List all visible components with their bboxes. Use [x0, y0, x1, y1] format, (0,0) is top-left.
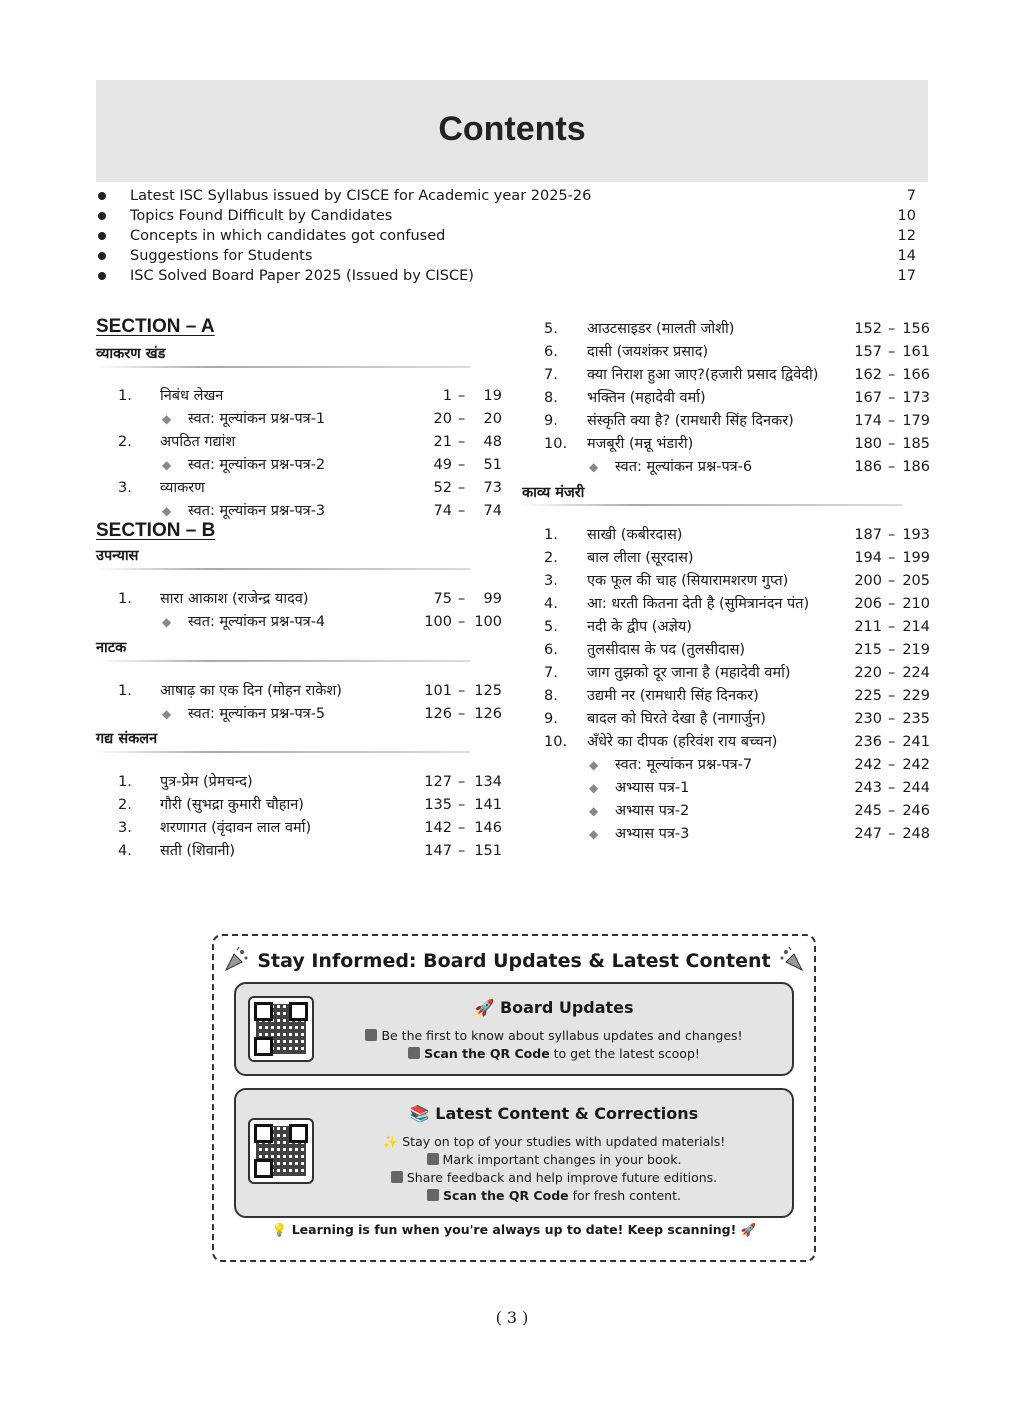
toc-entry: [544, 731, 930, 753]
diamond-icon: ◆: [589, 460, 599, 474]
page-to: 74: [483, 503, 502, 519]
toc-entry: [544, 524, 930, 546]
page-dash: –: [888, 619, 896, 635]
entry-number: 4.: [118, 843, 132, 859]
entry-number: 5.: [544, 619, 558, 635]
page-to: 156: [902, 321, 930, 337]
entry-title: निबंध लेखन: [160, 388, 224, 404]
page-dash: –: [458, 591, 466, 607]
page-dash: –: [888, 344, 896, 360]
page-from: 162: [854, 367, 882, 383]
page-from: 230: [854, 711, 882, 727]
entry-number: 3.: [118, 480, 132, 496]
board-updates-box: [234, 982, 794, 1076]
board-updates-title: 🚀 Board Updates: [474, 998, 634, 1017]
toc-entry: [544, 341, 930, 363]
toc-entry: [118, 431, 502, 453]
rocket-icon: 🚀: [474, 998, 500, 1017]
item-page: 10: [897, 208, 916, 224]
toc-sub-entry: [118, 500, 502, 522]
board-updates-scan-line: Scan the QR Code to get the latest scoop!: [326, 1046, 782, 1061]
entry-number: 3.: [544, 573, 558, 589]
page-from: 167: [854, 390, 882, 406]
page-dash: –: [888, 734, 896, 750]
entry-number: 7.: [544, 665, 558, 681]
toc-sub-entry: [118, 703, 502, 725]
bullet-icon: [98, 272, 106, 280]
page-dash: –: [888, 436, 896, 452]
diamond-icon: ◆: [162, 504, 172, 518]
qr-code[interactable]: [248, 1118, 314, 1184]
section-b-title: SECTION – B: [96, 520, 216, 541]
toc-sub-entry: [118, 454, 502, 476]
page-to: 214: [902, 619, 930, 635]
page-to: 151: [474, 843, 502, 859]
page-from: 220: [854, 665, 882, 681]
toc-entry: [544, 570, 930, 592]
item-page: 7: [906, 188, 916, 204]
page-from: 147: [424, 843, 452, 859]
page-from: 157: [854, 344, 882, 360]
page-dash: –: [888, 826, 896, 842]
page-dash: –: [888, 596, 896, 612]
page-dash: –: [458, 411, 466, 427]
toc-entry: [118, 817, 502, 839]
entry-title: पुत्र-प्रेम (प्रेमचन्द): [160, 774, 253, 790]
latest-content-line: Share feedback and help improve future editions.: [326, 1170, 782, 1185]
entry-title: बाल लीला (सूरदास): [587, 550, 694, 566]
entry-title: व्याकरण: [160, 480, 205, 496]
page-from: 100: [424, 614, 452, 630]
toc-entry: [118, 588, 502, 610]
page-dash: –: [458, 843, 466, 859]
page-dash: –: [888, 642, 896, 658]
entry-number: 6.: [544, 642, 558, 658]
upanyas-heading: उपन्यास: [96, 548, 139, 564]
page-from: 174: [854, 413, 882, 429]
entry-title: अभ्यास पत्र-2: [615, 803, 690, 819]
page-to: 185: [902, 436, 930, 452]
entry-title: अँधेरे का दीपक (हरिवंश राय बच्चन): [587, 734, 778, 750]
page-to: 242: [902, 757, 930, 773]
page-dash: –: [888, 711, 896, 727]
page-from: 186: [854, 459, 882, 475]
diamond-icon: ◆: [589, 781, 599, 795]
diamond-icon: ◆: [162, 615, 172, 629]
page-from: 206: [854, 596, 882, 612]
entry-number: 4.: [544, 596, 558, 612]
page-to: 199: [902, 550, 930, 566]
entry-number: 1.: [118, 774, 132, 790]
page-to: 219: [902, 642, 930, 658]
diamond-icon: ◆: [589, 758, 599, 772]
entry-title: आ: धरती कितना देती है (सुमित्रानंदन पंत): [587, 596, 810, 612]
contents-header: [96, 80, 928, 182]
entry-title: स्वत: मूल्यांकन प्रश्न-पत्र-2: [188, 457, 326, 473]
entry-title: एक फूल की चाह (सियारामशरण गुप्त): [587, 573, 789, 589]
page-to: 161: [902, 344, 930, 360]
page-from: 101: [424, 683, 452, 699]
entry-number: 6.: [544, 344, 558, 360]
page-from: 211: [854, 619, 882, 635]
books-icon: 📚: [409, 1104, 436, 1123]
toc-entry: [544, 547, 930, 569]
page-dash: –: [458, 503, 466, 519]
entry-title: आषाढ़ का एक दिन (मोहन राकेश): [160, 683, 342, 699]
entry-number: 10.: [544, 436, 568, 452]
page-dash: –: [888, 321, 896, 337]
entry-number: 9.: [544, 711, 558, 727]
page-dash: –: [458, 706, 466, 722]
page-from: 180: [854, 436, 882, 452]
vyakaran-khand-heading: व्याकरण खंड: [96, 346, 166, 362]
page-to: 20: [483, 411, 502, 427]
page-to: 246: [902, 803, 930, 819]
entry-number: 10.: [544, 734, 568, 750]
page-from: 243: [854, 780, 882, 796]
page-from: 247: [854, 826, 882, 842]
entry-title: मजबूरी (मन्नू भंडारी): [587, 436, 694, 452]
entry-title: स्वत: मूल्यांकन प्रश्न-पत्र-6: [615, 459, 753, 475]
entry-number: 1.: [118, 591, 132, 607]
entry-title: संस्कृति क्या है? (रामधारी सिंह दिनकर): [587, 413, 794, 429]
page-from: 245: [854, 803, 882, 819]
front-matter-item: [96, 226, 916, 246]
diamond-icon: ◆: [162, 412, 172, 426]
page-dash: –: [458, 388, 466, 404]
phone-icon: [408, 1047, 420, 1059]
latest-content-title: 📚 Latest Content & Corrections: [409, 1104, 699, 1123]
rocket-icon: 🚀: [736, 1222, 757, 1237]
entry-number: 2.: [544, 550, 558, 566]
front-matter-item: [96, 246, 916, 266]
toc-sub-entry: [544, 800, 930, 822]
page-to: 173: [902, 390, 930, 406]
toc-entry: [544, 318, 930, 340]
page-to: 19: [483, 388, 502, 404]
toc-entry: [544, 662, 930, 684]
page-dash: –: [888, 757, 896, 773]
qr-code[interactable]: [248, 996, 314, 1062]
page-from: 225: [854, 688, 882, 704]
page-from: 74: [433, 503, 452, 519]
entry-title: स्वत: मूल्यांकन प्रश्न-पत्र-1: [188, 411, 326, 427]
entry-title: दासी (जयशंकर प्रसाद): [587, 344, 709, 360]
entry-title: भक्तिन (महादेवी वर्मा): [587, 390, 706, 406]
toc-entry: [118, 385, 502, 407]
entry-number: 8.: [544, 390, 558, 406]
latest-content-line: ✨ Stay on top of your studies with updated materials!: [382, 1134, 726, 1149]
entry-number: 5.: [544, 321, 558, 337]
divider: [522, 504, 902, 506]
page-from: 242: [854, 757, 882, 773]
entry-number: 1.: [544, 527, 558, 543]
entry-number: 2.: [118, 434, 132, 450]
front-matter-item: [96, 206, 916, 226]
updates-promo-box: [212, 934, 816, 1262]
toc-entry: [118, 477, 502, 499]
page-to: 125: [474, 683, 502, 699]
page-to: 186: [902, 459, 930, 475]
page-dash: –: [458, 683, 466, 699]
bullet-icon: [98, 212, 106, 220]
diamond-icon: ◆: [589, 804, 599, 818]
item-page: 17: [897, 268, 916, 284]
page-dash: –: [888, 413, 896, 429]
toc-entry: [544, 639, 930, 661]
latest-content-line: Mark important changes in your book.: [326, 1152, 782, 1167]
page-from: 126: [424, 706, 452, 722]
page-dash: –: [888, 573, 896, 589]
page-to: 141: [474, 797, 502, 813]
toc-entry: [544, 410, 930, 432]
entry-number: 2.: [118, 797, 132, 813]
page-from: 236: [854, 734, 882, 750]
bullet-icon: [98, 252, 106, 260]
entry-title: आउटसाइडर (मालती जोशी): [587, 321, 735, 337]
megaphone-icon: [365, 1029, 377, 1041]
page-from: 215: [854, 642, 882, 658]
toc-sub-entry: [544, 777, 930, 799]
entry-number: 8.: [544, 688, 558, 704]
sparkles-icon: ✨: [382, 1134, 403, 1149]
page-from: 142: [424, 820, 452, 836]
item-title: Topics Found Difficult by Candidates: [130, 208, 393, 224]
page-to: 134: [474, 774, 502, 790]
page-to: 73: [483, 480, 502, 496]
page-to: 193: [902, 527, 930, 543]
toc-sub-entry: [544, 823, 930, 845]
page-dash: –: [888, 688, 896, 704]
toc-sub-entry: [118, 408, 502, 430]
page-to: 179: [902, 413, 930, 429]
toc-sub-entry: [118, 611, 502, 633]
entry-title: स्वत: मूल्यांकन प्रश्न-पत्र-7: [615, 757, 753, 773]
pencil-icon: [391, 1171, 403, 1183]
promo-title: Stay Informed: Board Updates & Latest Content: [257, 950, 771, 972]
entry-title: साखी (कबीरदास): [587, 527, 683, 543]
page-to: 241: [902, 734, 930, 750]
latest-content-scan-line: Scan the QR Code for fresh content.: [326, 1188, 782, 1203]
entry-title: उद्यमी नर (रामधारी सिंह दिनकर): [587, 688, 759, 704]
kavya-heading: काव्य मंजरी: [522, 485, 585, 501]
page-dash: –: [458, 480, 466, 496]
page-from: 75: [433, 591, 452, 607]
toc-entry: [544, 593, 930, 615]
entry-title: स्वत: मूल्यांकन प्रश्न-पत्र-3: [188, 503, 326, 519]
diamond-icon: ◆: [589, 827, 599, 841]
page-to: 248: [902, 826, 930, 842]
page-dash: –: [458, 457, 466, 473]
item-title: ISC Solved Board Paper 2025 (Issued by CISCE): [130, 268, 474, 284]
item-page: 12: [897, 228, 916, 244]
entry-number: 9.: [544, 413, 558, 429]
diamond-icon: ◆: [162, 458, 172, 472]
toc-entry: [544, 685, 930, 707]
page-from: 127: [424, 774, 452, 790]
page-from: 49: [433, 457, 452, 473]
toc-entry: [544, 616, 930, 638]
toc-sub-entry: [544, 754, 930, 776]
page-from: 200: [854, 573, 882, 589]
page-to: 51: [483, 457, 502, 473]
page-to: 166: [902, 367, 930, 383]
board-updates-line: Be the first to know about syllabus updates and changes!: [326, 1028, 782, 1043]
item-title: Concepts in which candidates got confused: [130, 228, 446, 244]
page-from: 194: [854, 550, 882, 566]
entry-number: 7.: [544, 367, 558, 383]
phone-icon: [427, 1189, 439, 1201]
toc-entry: [544, 433, 930, 455]
divider: [96, 568, 470, 570]
page-to: 146: [474, 820, 502, 836]
toc-entry: [118, 680, 502, 702]
latest-content-box: [234, 1088, 794, 1218]
page-dash: –: [458, 614, 466, 630]
page-dash: –: [458, 797, 466, 813]
toc-entry: [118, 794, 502, 816]
toc-entry: [544, 708, 930, 730]
checkbox-icon: [427, 1153, 439, 1165]
entry-number: 1.: [118, 388, 132, 404]
page-from: 20: [433, 411, 452, 427]
entry-title: सती (शिवानी): [160, 843, 235, 859]
toc-entry: [544, 387, 930, 409]
page-from: 152: [854, 321, 882, 337]
divider: [96, 366, 470, 368]
entry-title: शरणागत (वृंदावन लाल वर्मा): [160, 820, 312, 836]
page-from: 1: [442, 388, 452, 404]
page-from: 52: [433, 480, 452, 496]
toc-entry: [544, 364, 930, 386]
bullet-icon: [98, 192, 106, 200]
page-dash: –: [888, 527, 896, 543]
item-title: Suggestions for Students: [130, 248, 313, 264]
entry-title: सारा आकाश (राजेन्द्र यादव): [160, 591, 309, 607]
front-matter-list: [96, 186, 916, 286]
entry-title: जाग तुझको दूर जाना है (महादेवी वर्मा): [587, 665, 791, 681]
page-to: 99: [483, 591, 502, 607]
entry-title: स्वत: मूल्यांकन प्रश्न-पत्र-5: [188, 706, 326, 722]
page-to: 126: [474, 706, 502, 722]
gadya-heading: गद्य संकलन: [96, 731, 158, 747]
entry-title: बादल को घिरते देखा है (नागार्जुन): [587, 711, 766, 727]
page-number: ( 3 ): [495, 1308, 529, 1327]
front-matter-item: [96, 186, 916, 206]
entry-title: गौरी (सुभद्रा कुमारी चौहान): [160, 797, 304, 813]
page-dash: –: [888, 390, 896, 406]
entry-title: नदी के द्वीप (अज्ञेय): [587, 619, 692, 635]
page-dash: –: [458, 434, 466, 450]
lightbulb-icon: 💡: [271, 1222, 292, 1237]
item-title: Latest ISC Syllabus issued by CISCE for Academic year 2025-26: [130, 188, 592, 204]
page-from: 21: [433, 434, 452, 450]
page-dash: –: [888, 459, 896, 475]
page-dash: –: [888, 665, 896, 681]
page-from: 187: [854, 527, 882, 543]
item-page: 14: [897, 248, 916, 264]
page-to: 224: [902, 665, 930, 681]
page-to: 205: [902, 573, 930, 589]
divider: [96, 751, 470, 753]
entry-title: अपठित गद्यांश: [160, 434, 236, 450]
page-to: 229: [902, 688, 930, 704]
page-to: 235: [902, 711, 930, 727]
page-dash: –: [888, 367, 896, 383]
page-dash: –: [888, 550, 896, 566]
toc-sub-entry: [544, 456, 930, 478]
promo-footer: 💡 Learning is fun when you're always up to date! Keep scanning! 🚀: [271, 1222, 757, 1237]
page-dash: –: [458, 774, 466, 790]
page-dash: –: [888, 803, 896, 819]
natak-heading: नाटक: [96, 640, 127, 656]
page-dash: –: [888, 780, 896, 796]
entry-title: अभ्यास पत्र-1: [615, 780, 690, 796]
page-to: 100: [474, 614, 502, 630]
front-matter-item: [96, 266, 916, 286]
page-title: Contents: [438, 110, 586, 148]
section-a-title: SECTION – A: [96, 316, 215, 337]
page-to: 48: [483, 434, 502, 450]
entry-title: अभ्यास पत्र-3: [615, 826, 690, 842]
toc-entry: [118, 840, 502, 862]
entry-title: तुलसीदास के पद (तुलसीदास): [587, 642, 746, 658]
page-to: 210: [902, 596, 930, 612]
diamond-icon: ◆: [162, 707, 172, 721]
entry-number: 1.: [118, 683, 132, 699]
entry-title: स्वत: मूल्यांकन प्रश्न-पत्र-4: [188, 614, 326, 630]
divider: [96, 660, 470, 662]
entry-title: क्या निराश हुआ जाए?(हजारी प्रसाद द्विवेदी): [587, 367, 819, 383]
page-from: 135: [424, 797, 452, 813]
page-to: 244: [902, 780, 930, 796]
page-dash: –: [458, 820, 466, 836]
toc-entry: [118, 771, 502, 793]
bullet-icon: [98, 232, 106, 240]
entry-number: 3.: [118, 820, 132, 836]
